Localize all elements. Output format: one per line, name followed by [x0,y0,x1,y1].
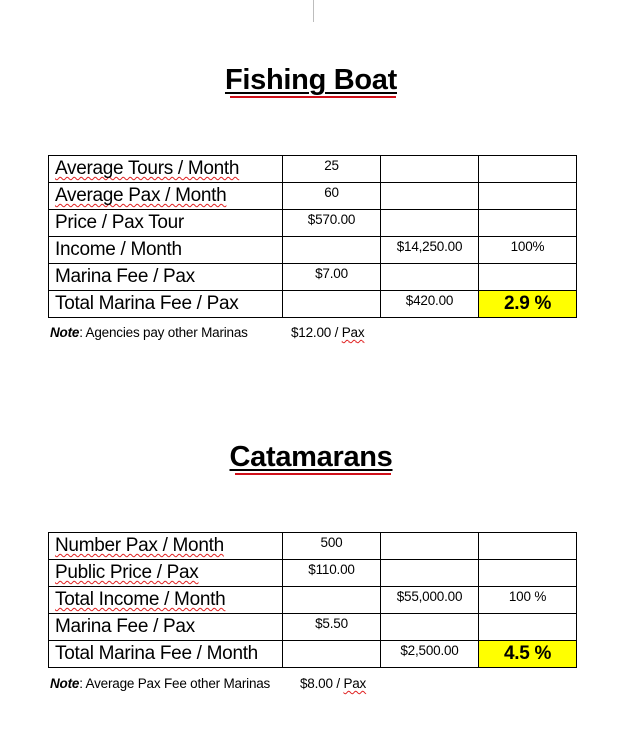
row-label [49,587,283,614]
row-label-text: Total Income / Month [55,589,226,610]
table-row [49,560,577,587]
catamarans-note [50,676,367,691]
fishing-boat-title-text: Fishing Boat [224,64,397,96]
catamarans-title [0,441,622,473]
value-cell [381,156,479,183]
value-cell [283,641,381,668]
note-amount-value: $8.00 / [300,676,344,691]
row-label: Total Marina Fee / Month [49,641,283,668]
note-text: : Average Pax Fee other Marinas [79,676,271,691]
value-cell: 500 [283,533,381,560]
catamarans-title-redline [235,473,391,475]
row-label-text: Average Pax / Month [55,185,227,206]
row-label [49,560,283,587]
fishing-boat-title [0,64,622,96]
row-label-text: Number Pax / Month [55,535,224,556]
catamarans-title-text: Catamarans [229,441,393,473]
row-label: Price / Pax Tour [49,210,283,237]
row-label: Total Marina Fee / Pax [49,291,283,318]
row-label [49,533,283,560]
note-prefix: Note [50,325,80,340]
value-cell [381,264,479,291]
table-row [49,641,577,668]
value-cell: $420.00 [381,291,479,318]
value-cell [381,210,479,237]
row-label: Marina Fee / Pax [49,264,283,291]
row-label [49,183,283,210]
table-row [49,533,577,560]
value-cell [381,533,479,560]
fishing-title-redline [230,96,396,98]
catamarans-table [48,532,577,668]
fishing-boat-table [48,155,577,318]
value-cell [479,210,577,237]
note-amount-value: $12.00 / [291,325,342,340]
value-cell [283,587,381,614]
value-cell [283,291,381,318]
table-row [49,614,577,641]
table-row [49,264,577,291]
text-cursor [313,0,314,22]
value-cell: 60 [283,183,381,210]
value-cell [381,614,479,641]
note-amount [300,676,366,691]
table-row [49,210,577,237]
row-label: Income / Month [49,237,283,264]
value-cell [479,183,577,210]
fishing-note [50,325,365,340]
value-cell: $55,000.00 [381,587,479,614]
value-cell: $7.00 [283,264,381,291]
value-cell [479,533,577,560]
note-prefix: Note [50,676,80,691]
table-row [49,237,577,264]
row-label-text: Average Tours / Month [55,158,240,179]
value-cell: $2,500.00 [381,641,479,668]
value-cell [283,237,381,264]
value-cell [381,183,479,210]
row-label [49,156,283,183]
value-cell [381,560,479,587]
note-unit: Pax [343,676,367,691]
table-row [49,156,577,183]
value-cell: 100 % [479,587,577,614]
value-cell: $110.00 [283,560,381,587]
value-cell: 100% [479,237,577,264]
value-cell [479,264,577,291]
value-cell: $570.00 [283,210,381,237]
fee-percentage-highlight: 4.5 % [479,641,577,668]
value-cell [479,614,577,641]
value-cell [479,560,577,587]
row-label: Marina Fee / Pax [49,614,283,641]
table-row [49,291,577,318]
note-amount [291,325,364,340]
note-text: : Agencies pay other Marinas [79,325,248,340]
fee-percentage-highlight: 2.9 % [479,291,577,318]
value-cell [479,156,577,183]
table-row [49,183,577,210]
note-unit: Pax [341,325,365,340]
table-row [49,587,577,614]
row-label-text: Public Price / Pax [55,562,199,583]
value-cell: $14,250.00 [381,237,479,264]
value-cell: $5.50 [283,614,381,641]
value-cell: 25 [283,156,381,183]
